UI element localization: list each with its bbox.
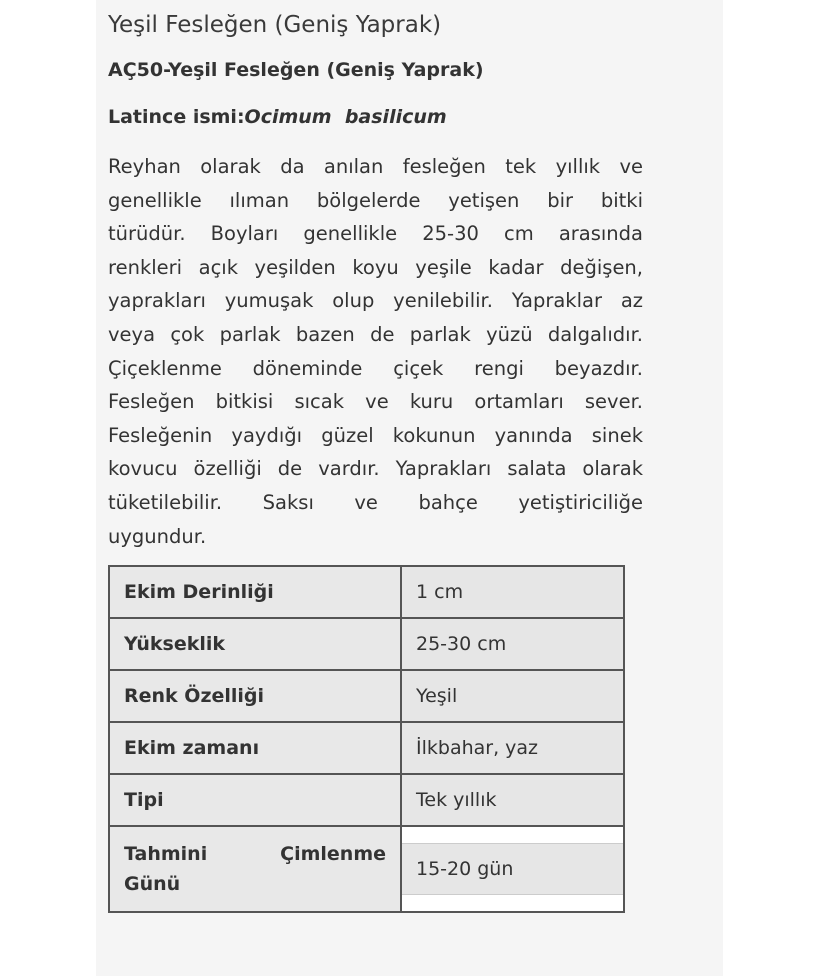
- spec-value-cell: [401, 826, 624, 912]
- spec-key: Ekim Derinliği: [109, 566, 401, 618]
- spec-value: Yeşil: [401, 670, 624, 722]
- product-code-title: AÇ50-Yeşil Fesleğen (Geniş Yaprak): [108, 59, 484, 81]
- spec-key: Renk Özelliği: [109, 670, 401, 722]
- page-title: Yeşil Fesleğen (Geniş Yaprak): [108, 12, 442, 38]
- latin-name: Ocimum basilicum: [244, 106, 447, 128]
- description-line: yaprakları yumuşak olup yenilebilir. Yapraklar az: [108, 289, 643, 313]
- spec-value: Tek yıllık: [401, 774, 624, 826]
- description-line: renkleri açık yeşilden koyu yeşile kadar değişen,: [108, 255, 643, 279]
- table-row: [109, 826, 624, 912]
- description-line: Fesleğenin yaydığı güzel kokunun yanında sinek: [108, 423, 643, 447]
- latin-label: Latince ismi:: [108, 106, 245, 128]
- table-row: [109, 618, 624, 670]
- description-line: veya çok parlak bazen de parlak yüzü dalgalıdır.: [108, 322, 643, 346]
- description-line: Çiçeklenme döneminde çiçek rengi beyazdır.: [108, 356, 643, 380]
- description-line: uygundur.: [108, 524, 207, 548]
- spec-key: Tipi: [109, 774, 401, 826]
- description-line: türüdür. Boyları genellikle 25-30 cm arasında: [108, 222, 643, 246]
- latin-name-line: [108, 106, 447, 128]
- description-line: tüketilebilir. Saksı ve bahçe yetiştiriciliğe: [108, 490, 643, 514]
- spec-key: Ekim zamanı: [109, 722, 401, 774]
- spec-value: 25-30 cm: [401, 618, 624, 670]
- description-line: Fesleğen bitkisi sıcak ve kuru ortamları sever.: [108, 390, 643, 414]
- table-row: [109, 774, 624, 826]
- specs-table: [108, 565, 625, 913]
- description-line: Reyhan olarak da anılan fesleğen tek yıllık ve: [108, 155, 643, 178]
- spec-value: 15-20 gün: [416, 858, 514, 880]
- spec-key: [109, 826, 401, 912]
- table-row: [109, 670, 624, 722]
- spec-key: Yükseklik: [109, 618, 401, 670]
- description-line: kovucu özelliği de vardır. Yaprakları salata olarak: [108, 457, 643, 481]
- description-line: genellikle ılıman bölgelerde yetişen bir bitki: [108, 188, 643, 212]
- spec-value: İlkbahar, yaz: [401, 722, 624, 774]
- spec-key-line: Tahmini Çimlenme: [124, 843, 386, 865]
- table-row: [109, 722, 624, 774]
- spec-value: 1 cm: [401, 566, 624, 618]
- table-row: [109, 566, 624, 618]
- description: [108, 150, 643, 553]
- spec-key-line: Günü: [124, 873, 181, 895]
